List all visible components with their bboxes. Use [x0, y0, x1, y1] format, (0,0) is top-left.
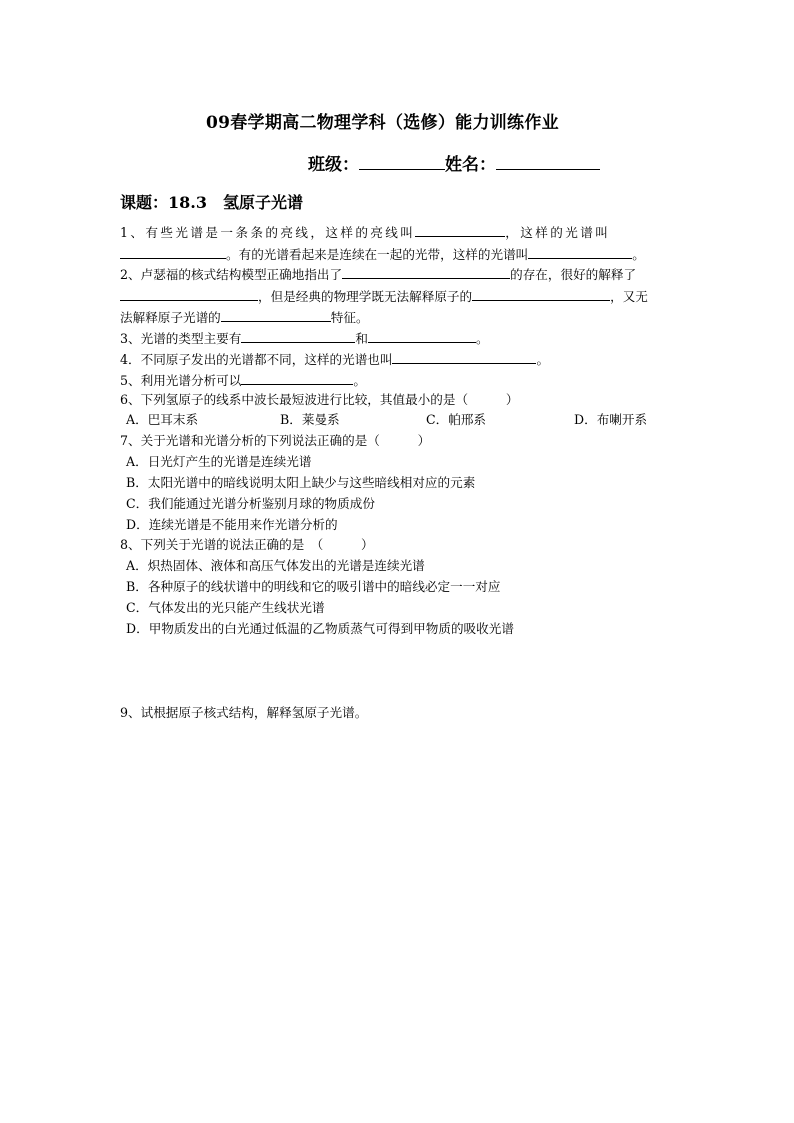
q2-blank-4: [221, 307, 331, 322]
question-7-stem: 7、关于光谱和光谱分析的下列说法正确的是（ ）: [120, 433, 431, 448]
student-info-line: [308, 150, 600, 175]
q1-blank-3: [528, 244, 632, 259]
question-8-stem: 8、下列关于光谱的说法正确的是 （ ）: [120, 537, 374, 552]
q6-option-d: D．布喇开系: [574, 412, 648, 427]
class-label: 班级：: [308, 155, 359, 175]
question-2-line-2: ，但是经典的物理学既无法解释原子的 ，又无: [120, 286, 648, 306]
name-label: 姓名：: [445, 155, 496, 175]
q8-option-b: B．各种原子的线状谱中的明线和它的吸引谱中的暗线必定一一对应: [126, 579, 501, 594]
q1-blank-1: [415, 222, 505, 237]
question-4: 4．不同原子发出的光谱都不同，这样的光谱也叫 。: [120, 349, 549, 369]
q2-blank-3: [472, 286, 610, 301]
question-5: 5、利用光谱分析可以 。: [120, 370, 366, 390]
q1-blank-2: [120, 244, 226, 259]
question-2-line-1: 2、卢瑟福的核式结构模型正确地指出了 的存在，很好的解释了: [120, 264, 636, 284]
q4-blank: [392, 349, 536, 364]
q8-option-d: D．甲物质发出的白光通过低温的乙物质蒸气可得到甲物质的吸收光谱: [126, 621, 514, 636]
lesson-topic: 课题：18.3 氢原子光谱: [120, 193, 303, 212]
question-3: 3、光谱的类型主要有 和 。: [120, 328, 489, 348]
q3-blank-1: [241, 328, 355, 343]
question-1-line-1: 1、有些光谱是一条条的亮线，这样的亮线叫 ，这样的光谱叫: [120, 222, 610, 242]
question-6-stem: 6、下列氢原子的线系中波长最短波进行比较，其值最小的是（ ）: [120, 392, 519, 407]
question-2-line-3: 法解释原子光谱的 特征。: [120, 307, 369, 327]
q2-blank-1: [342, 264, 510, 279]
name-blank: [496, 153, 600, 170]
class-blank: [359, 153, 445, 170]
q6-option-c: C．帕邢系: [426, 412, 487, 427]
q7-option-b: B．太阳光谱中的暗线说明太阳上缺少与这些暗线相对应的元素: [126, 475, 476, 490]
q2-blank-2: [120, 286, 258, 301]
q5-blank: [241, 370, 353, 385]
page-title: 09春学期高二物理学科（选修）能力训练作业: [206, 113, 559, 133]
question-6-options: [120, 410, 680, 430]
q7-option-a: A．日光灯产生的光谱是连续光谱: [126, 454, 312, 469]
q7-option-c: C．我们能通过光谱分析鉴别月球的物质成份: [126, 496, 375, 511]
q8-option-c: C．气体发出的光只能产生线状光谱: [126, 600, 325, 615]
q6-option-b: B．莱曼系: [280, 412, 340, 427]
q7-option-d: D．连续光谱是不能用来作光谱分析的: [126, 517, 338, 532]
q8-option-a: A．炽热固体、液体和高压气体发出的光谱是连续光谱: [126, 558, 425, 573]
q6-option-a: A．巴耳末系: [126, 412, 199, 427]
q3-blank-2: [368, 328, 476, 343]
question-1-line-2: 。有的光谱看起来是连续在一起的光带，这样的光谱叫 。: [120, 244, 645, 264]
question-9: 9、试根据原子核式结构，解释氢原子光谱。: [120, 705, 368, 720]
